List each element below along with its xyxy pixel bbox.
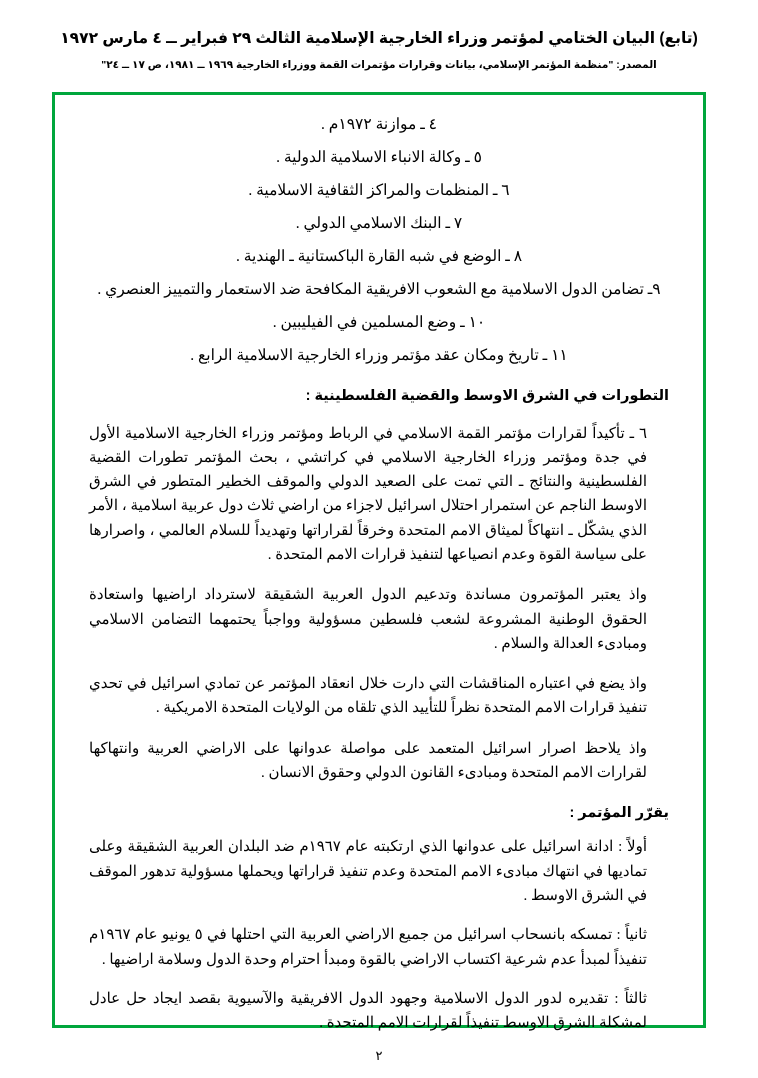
list-item: ٤ ـ موازنة ١٩٧٢م . bbox=[321, 116, 437, 133]
page-number: ٢ bbox=[375, 1048, 383, 1063]
decision-item: ثانياً : تمسكه بانسحاب اسرائيل من جميع الاراضي العربية التي احتلها في ٥ يونيو عام ١٩٦٧م تنفيذاً لمبدأ عدم شرعية اكتساب الاراضي بالقوة ومبدأ احترام وحدة الدول وسلامة اراضيها . bbox=[89, 927, 647, 968]
paragraph: ٦ ـ تأكيداً لقرارات مؤتمر القمة الاسلامي في الرباط ومؤتمر وزراء الخارجية الاسلامية الأول في جدة ومؤتمر وزراء الخارجية الاسلامي في كراتشي ، بحث المؤتمر تطورات القضية الفلسطينية والنتائج ـ التي تمت على الصعيد الدولي والموقف الخطير المتطور في الشرق الاوسط الناجم عن استمرار احتلال اسرائيل لاجزاء من اراضي ثلاث دول عربية اسلامية ، الأمر الذي يشكّل ـ انتهاكاً لميثاق الامم المتحدة وخرقاً لقراراتها وتهديداً للسلام العالمي ، واصرارها على سياسة القوة وعدم انصياعها لتنفيذ قرارات الامم المتحدة . bbox=[89, 425, 647, 563]
list-item: ١١ ـ تاريخ ومكان عقد مؤتمر وزراء الخارجية الاسلامية الرابع . bbox=[190, 347, 568, 364]
decision-item: أولاً : ادانة اسرائيل على عدوانها الذي ارتكبته عام ١٩٦٧م ضد البلدان العربية الشقيقة وعلى تماديها في انتهاك مبادىء الامم المتحدة وعدم تنفيذ قراراتها ويحملها مسؤولية تدهور الموقف في الشرق الاوسط . bbox=[89, 839, 647, 904]
list-item: ٦ ـ المنظمات والمراكز الثقافية الاسلامية . bbox=[248, 182, 510, 199]
source-line: المصدر: "منظمة المؤتمر الإسلامي، بيانات وقرارات مؤتمرات القمة ووزراء الخارجية ١٩٦٩ ــ ١٩٨١، ص ١٧ ــ ٢٤" bbox=[101, 58, 657, 71]
decision-item: ثالثاً : تقديره لدور الدول الاسلامية وجهود الدول الافريقية والآسيوية بقصد ايجاد حل عادل لمشكلة الشرق الاوسط تنفيذاً لقرارات الامم المتحدة . bbox=[89, 990, 647, 1032]
agenda-list bbox=[89, 117, 669, 364]
page-title: (تابع) البيان الختامي لمؤتمر وزراء الخارجية الإسلامية الثالث ٢٩ فبراير ــ ٤ مارس ١٩٧٢ bbox=[60, 30, 698, 47]
section-heading: التطورات في الشرق الاوسط والقضية الفلسطينية : bbox=[305, 387, 669, 404]
list-item: ٧ ـ البنك الاسلامي الدولي . bbox=[295, 215, 463, 232]
content-frame bbox=[52, 92, 706, 1032]
paragraph: واذ يعتبر المؤتمرون مساندة وتدعيم الدول العربية الشقيقة لاسترداد اراضيها واستعادة الحقوق الوطنية المشروعة لشعب فلسطين مسؤولية وواجباً يحتمهما التضامن الاسلامي ومبادىء العدالة والسلام . bbox=[89, 587, 647, 652]
list-item: ٥ ـ وكالة الانباء الاسلامية الدولية . bbox=[276, 149, 482, 166]
content-body bbox=[55, 95, 703, 1032]
decisions-heading: يقرّر المؤتمر : bbox=[569, 805, 669, 822]
list-item: ٩ـ تضامن الدول الاسلامية مع الشعوب الافريقية المكافحة ضد الاستعمار والتمييز العنصري . bbox=[97, 281, 661, 298]
paragraph: واذ يضع في اعتباره المناقشات التي دارت خلال انعقاد المؤتمر عن تمادي اسرائيل في تحدي تنفيذ قرارات الامم المتحدة نظراً للتأييد الذي تلقاه من الولايات المتحدة الامريكية . bbox=[89, 676, 647, 717]
paragraph: واذ يلاحظ اصرار اسرائيل المتعمد على مواصلة عدوانها على الاراضي العربية وانتهاكها لقرارات الامم المتحدة ومبادىء القانون الدولي وحقوق الانسان . bbox=[89, 740, 647, 782]
document-header bbox=[0, 0, 758, 71]
list-item: ٨ ـ الوضع في شبه القارة الباكستانية ـ الهندية . bbox=[235, 248, 523, 265]
list-item: ١٠ ـ وضع المسلمين في الفيليبين . bbox=[272, 314, 486, 331]
